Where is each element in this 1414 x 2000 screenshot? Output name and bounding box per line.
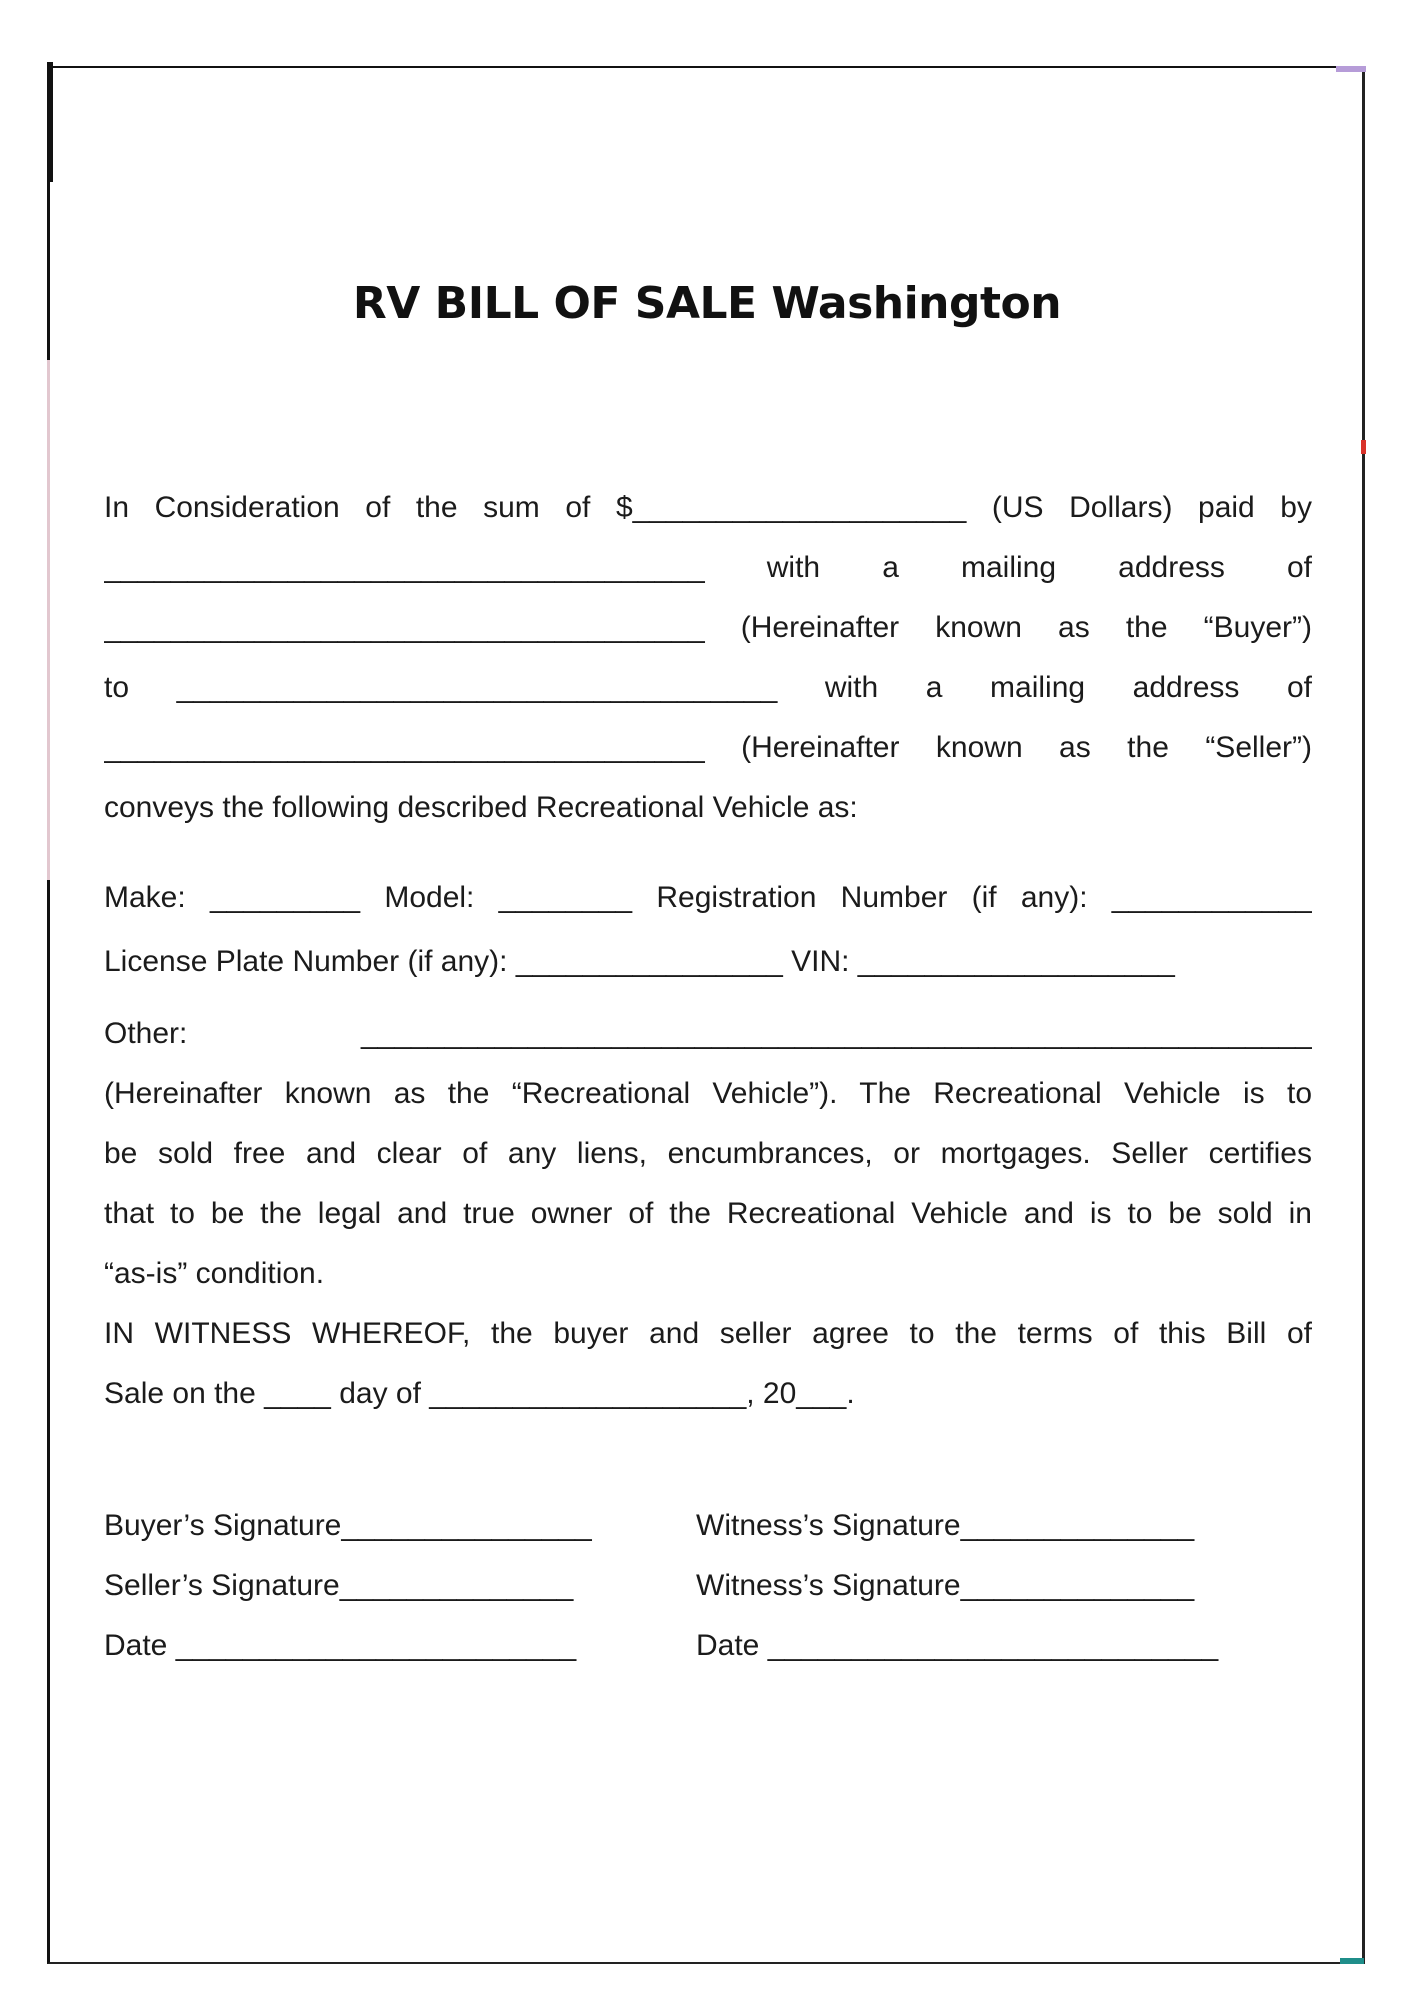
seller-name-line: to ____________________________________ with a mailing address of: [104, 671, 1312, 704]
date-line-right: Date ___________________________: [696, 1629, 1219, 1662]
consideration-line: In Consideration of the sum of $____________________ (US Dollars) paid by: [104, 491, 1312, 524]
witness-signature-line-2: Witness’s Signature______________: [696, 1569, 1195, 1602]
terms-line-2: be sold free and clear of any liens, encumbrances, or mortgages. Seller certifies: [104, 1137, 1312, 1170]
buyer-address-line: ____________________________________ (Hereinafter known as the “Buyer”): [104, 611, 1312, 644]
witness-date-line: Sale on the ____ day of ___________________, 20___.: [104, 1377, 855, 1410]
license-vin-line: License Plate Number (if any): ________________ VIN: ___________________: [104, 945, 1175, 978]
witness-signature-line-1: Witness’s Signature______________: [696, 1509, 1195, 1542]
date-line-left: Date ________________________: [104, 1629, 577, 1662]
border-accent-top-left: [47, 62, 53, 182]
border-accent-right: [1361, 440, 1366, 454]
witness-line-1: IN WITNESS WHEREOF, the buyer and seller agree to the terms of this Bill of: [104, 1317, 1312, 1350]
other-line: Other: _________________________________________________________: [104, 1017, 1312, 1050]
buyer-signature-line: Buyer’s Signature_______________: [104, 1509, 592, 1542]
border-accent-left: [47, 360, 50, 880]
border-accent-bottom-right: [1340, 1958, 1364, 1964]
buyer-name-line: ____________________________________ with a mailing address of: [104, 551, 1312, 584]
terms-line-3: that to be the legal and true owner of the Recreational Vehicle and is to be sold in: [104, 1197, 1312, 1230]
terms-line-1: (Hereinafter known as the “Recreational Vehicle”). The Recreational Vehicle is to: [104, 1077, 1312, 1110]
document-title: RV BILL OF SALE Washington: [352, 278, 1062, 329]
make-model-registration-line: Make: _________ Model: ________ Registration Number (if any): ____________: [104, 881, 1312, 914]
seller-signature-line: Seller’s Signature______________: [104, 1569, 574, 1602]
seller-address-line: ____________________________________ (Hereinafter known as the “Seller”): [104, 731, 1312, 764]
border-accent-top-right: [1336, 66, 1366, 72]
conveys-line: conveys the following described Recreational Vehicle as:: [104, 791, 858, 824]
terms-line-4: “as-is” condition.: [104, 1257, 325, 1290]
